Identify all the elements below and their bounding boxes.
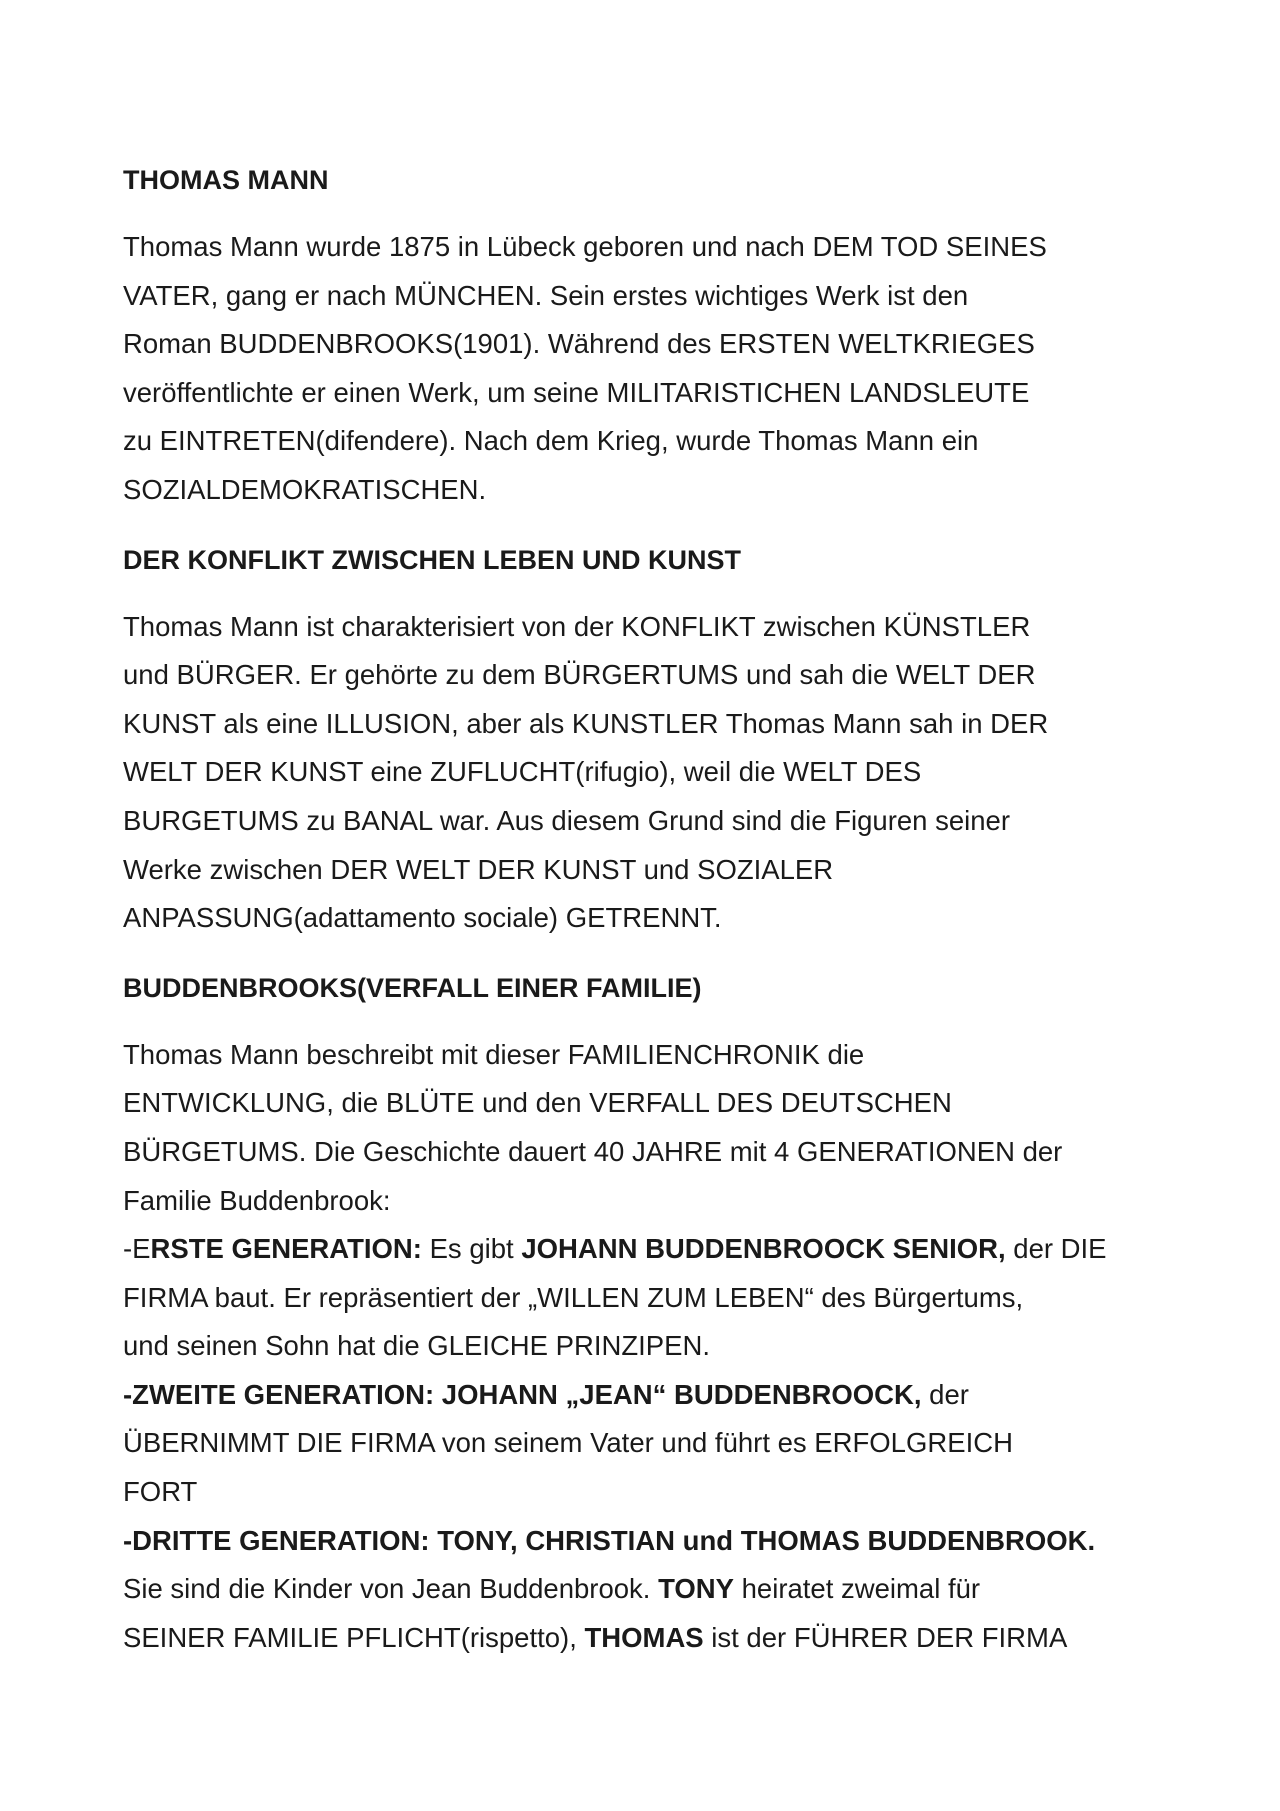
bold-run: -ZWEITE GENERATION: JOHANN „JEAN“ BUDDENBROOCK, xyxy=(123,1378,922,1410)
text-line: Roman BUDDENBROOKS(1901). Während des ERSTEN WELTKRIEGES xyxy=(123,328,1035,360)
heading-buddenbrooks: BUDDENBROOKS(VERFALL EINER FAMILIE) xyxy=(123,972,702,1003)
generation-1-line xyxy=(123,1225,1183,1274)
text-run: -E xyxy=(123,1233,151,1265)
text-line: KUNST als eine ILLUSION, aber als KUNSTLER Thomas Mann sah in DER xyxy=(123,707,1049,739)
paragraph-konflikt xyxy=(123,603,1183,943)
text-line xyxy=(123,1565,1183,1614)
paragraph-intro xyxy=(123,223,1183,515)
generation-3-line xyxy=(123,1517,1183,1566)
text-line: zu EINTRETEN(difendere). Nach dem Krieg, wurde Thomas Mann ein xyxy=(123,425,979,457)
text-run: Sie sind die Kinder von Jean Buddenbrook. xyxy=(123,1573,659,1605)
text-run: SEINER FAMILIE PFLICHT(rispetto), xyxy=(123,1621,585,1653)
text-line: WELT DER KUNST eine ZUFLUCHT(rifugio), weil die WELT DES xyxy=(123,756,922,788)
text-line xyxy=(123,1614,1183,1663)
text-line: Werke zwischen DER WELT DER KUNST und SOZIALER xyxy=(123,853,834,885)
text-line: veröffentlichte er einen Werk, um seine MILITARISTICHEN LANDSLEUTE xyxy=(123,376,1030,408)
text-line: SOZIALDEMOKRATISCHEN. xyxy=(123,473,487,505)
text-run: ist der FÜHRER DER FIRMA xyxy=(703,1621,1068,1653)
text-line: und seinen Sohn hat die GLEICHE PRINZIPEN. xyxy=(123,1330,710,1362)
text-line: Thomas Mann wurde 1875 in Lübeck geboren und nach DEM TOD SEINES xyxy=(123,231,1047,262)
bold-run: TONY xyxy=(658,1573,734,1605)
text-line: BURGETUMS zu BANAL war. Aus diesem Grund sind die Figuren seiner xyxy=(123,804,1010,836)
text-line: FIRMA baut. Er repräsentiert der „WILLEN ZUM LEBEN“ des Bürgertums, xyxy=(123,1281,1024,1313)
text-line: Thomas Mann ist charakterisiert von der KONFLIKT zwischen KÜNSTLER xyxy=(123,610,1031,642)
text-line: und BÜRGER. Er gehörte zu dem BÜRGERTUMS und sah die WELT DER xyxy=(123,659,1036,691)
document-page xyxy=(123,156,1183,1662)
text-line: ENTWICKLUNG, die BLÜTE und den VERFALL DES DEUTSCHEN xyxy=(123,1087,952,1119)
paragraph-buddenbrooks xyxy=(123,1031,1183,1663)
text-run: Es gibt xyxy=(421,1233,522,1265)
generation-2-line xyxy=(123,1371,1183,1420)
text-line: Thomas Mann beschreibt mit dieser FAMILIENCHRONIK die xyxy=(123,1038,865,1070)
text-run: heiratet zweimal für xyxy=(734,1573,981,1605)
text-line: ANPASSUNG(adattamento sociale) GETRENNT. xyxy=(123,902,722,934)
text-run: der xyxy=(921,1378,969,1410)
text-line: BÜRGETUMS. Die Geschichte dauert 40 JAHRE mit 4 GENERATIONEN der xyxy=(123,1135,1063,1167)
text-line: FORT xyxy=(123,1476,198,1508)
heading-konflikt: DER KONFLIKT ZWISCHEN LEBEN UND KUNST xyxy=(123,544,741,575)
bold-run: JOHANN BUDDENBROOCK SENIOR, xyxy=(521,1233,1006,1265)
heading-thomas-mann: THOMAS MANN xyxy=(123,165,329,195)
text-line: ÜBERNIMMT DIE FIRMA von seinem Vater und führt es ERFOLGREICH xyxy=(123,1427,1013,1459)
bold-run: RSTE GENERATION: xyxy=(150,1233,422,1265)
bold-run: THOMAS xyxy=(584,1621,704,1653)
bold-run: -DRITTE GENERATION: TONY, CHRISTIAN und THOMAS BUDDENBROOK. xyxy=(123,1524,1096,1556)
text-line: VATER, gang er nach MÜNCHEN. Sein erstes wichtiges Werk ist den xyxy=(123,279,969,311)
text-line: Familie Buddenbrook: xyxy=(123,1184,391,1216)
text-run: der DIE xyxy=(1005,1233,1107,1265)
